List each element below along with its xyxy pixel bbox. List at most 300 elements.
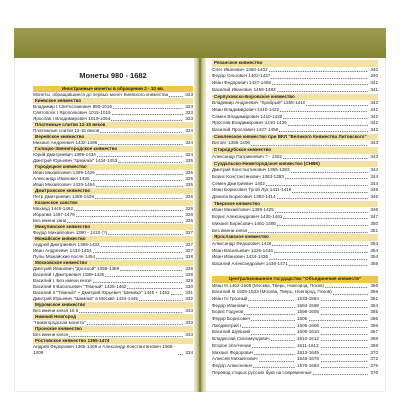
- toc-entry-title: Иван Владимирович 1410-1422: [212, 106, 280, 112]
- toc-entry-title: Федор Иванович: [212, 302, 248, 308]
- toc-entry: [212, 248, 378, 255]
- toc-entry-title: Иван III 1462-1505 (Москва, Тверь, Новгород, Псков): [212, 282, 325, 288]
- dot-leader: [76, 216, 184, 217]
- toc-entry-years: 1606-1610: [297, 329, 319, 335]
- toc-entry-title: Василий II Васильевич "Темный" 1425-1462: [33, 284, 127, 289]
- toc-entry-page: 340: [370, 73, 378, 79]
- dot-leader: [325, 287, 368, 288]
- dot-leader: [111, 120, 183, 121]
- section-header: [212, 276, 378, 283]
- toc-entry-page: 366: [370, 316, 378, 322]
- toc-entry-years: 1605-1606: [297, 322, 319, 328]
- toc-entry-page: 324: [185, 140, 193, 145]
- toc-entry-title: Монеты, обращавшиеся до первых монет Киевского княжества: [33, 92, 169, 97]
- dot-leader: [79, 312, 183, 313]
- toc-entry-title: Иван Андреевич 1432-1454: [33, 248, 92, 253]
- dot-leader: [321, 354, 368, 355]
- toc-entry: [212, 107, 378, 114]
- toc-entry-title: Без имени князя 15 в: [33, 308, 79, 313]
- toc-entry: [212, 154, 378, 161]
- toc-entry-page: 325: [185, 170, 193, 175]
- section-header: [212, 234, 378, 241]
- dot-leader: [113, 108, 183, 109]
- toc-entry-lead: [212, 356, 296, 363]
- toc-entry: [212, 67, 378, 74]
- toc-entry-page: 342: [370, 106, 378, 112]
- toc-entry-page: 367: [370, 329, 378, 335]
- dot-leader: [291, 172, 369, 173]
- dot-leader: [67, 222, 183, 223]
- dot-leader: [321, 334, 368, 335]
- toc-entry-title: Ярослав I Владимирович 1019-1054: [33, 116, 111, 121]
- toc-entry-page: 375: [370, 362, 378, 368]
- dot-leader: [87, 324, 184, 325]
- toc-entry-title: Иван Иванович 1434-1436: [212, 254, 269, 260]
- toc-entry-page: 344: [370, 180, 378, 186]
- toc-entry-lead: [212, 316, 296, 323]
- toc-entry: [212, 370, 378, 377]
- toc-entry-title: Витовт 1395-1406: [212, 140, 250, 146]
- dot-leader: [171, 294, 184, 295]
- dot-leader: [242, 327, 295, 328]
- book-gutter: [194, 58, 206, 392]
- toc-entry-years: 1611-1613: [297, 342, 319, 348]
- left-page: [14, 58, 194, 392]
- dot-leader: [95, 198, 183, 199]
- toc-entry-page: 325: [185, 176, 193, 181]
- toc-entry: [212, 87, 378, 94]
- toc-entry-lead: [212, 363, 296, 370]
- dot-leader: [74, 210, 183, 211]
- toc-entry-title: Михаил Федорович: [212, 349, 254, 355]
- page-title: Монеты 980 - 1682: [79, 71, 147, 80]
- toc-entry-lead: [212, 343, 296, 350]
- dot-leader: [271, 78, 368, 79]
- dot-leader: [69, 336, 183, 337]
- dot-leader: [139, 300, 183, 301]
- toc-entry-title: Семен Владимирович 1410-1426: [212, 113, 283, 119]
- toc-entry: [212, 323, 378, 330]
- toc-entry-page: 343: [370, 140, 378, 146]
- toc-entry: [212, 254, 378, 261]
- toc-entry: [212, 343, 378, 350]
- toc-entry-title: Иван Михайлович 1399-1425: [212, 207, 274, 213]
- toc-entry-title: Дмитрий Константинович 1365-1383: [212, 167, 290, 173]
- toc-entry-title: Владимир Андреевич "Храбрый" 1358-1410: [212, 100, 306, 106]
- dot-leader: [321, 347, 369, 348]
- section-header-label: Ярославское княжество: [214, 234, 269, 240]
- section-header-label: Муромское княжество: [35, 302, 86, 307]
- section-header-label: Микулинское княжество: [35, 224, 91, 229]
- toc-entry-title: Ярослав Владимирович 1410-1426: [212, 120, 287, 126]
- toc-entry: [212, 228, 378, 235]
- toc-entry-page: 330: [185, 284, 193, 289]
- section-header: [212, 60, 378, 67]
- toc-entry-title: Василий III 1505-1533 (Москва, Тверь, Новгород, Псков): [212, 289, 332, 295]
- toc-entry: [212, 167, 378, 174]
- toc-entry-lead: [212, 309, 296, 316]
- section-header-label: Нижний Новгород: [35, 314, 77, 319]
- right-page: [206, 58, 386, 392]
- section-header-label: Галицко-Звенигородское княжество: [35, 146, 118, 151]
- section-header-label: Стародубское княжество: [214, 147, 272, 153]
- toc-entry: [212, 174, 378, 181]
- dot-leader: [178, 354, 184, 355]
- dot-leader: [251, 320, 295, 321]
- toc-entry-title: Федор Борисович: [212, 316, 251, 322]
- dot-leader: [289, 265, 369, 266]
- toc-entry: [212, 363, 378, 370]
- toc-entry-title: Александр Иванович 1425: [33, 176, 90, 181]
- dot-leader: [127, 288, 183, 289]
- toc-entry-page: 326: [185, 206, 193, 211]
- toc-entry-page: 372: [370, 356, 378, 362]
- section-header: [212, 94, 378, 101]
- dot-leader: [93, 282, 184, 283]
- toc-entry-title: Иван Михайлович 1425-1454: [33, 182, 95, 187]
- toc-entry-title: Данила Борисович 1393-1414: [212, 194, 276, 200]
- dot-leader: [254, 354, 295, 355]
- toc-entry-title: Василий I. Без имени князя: [33, 278, 92, 283]
- toc-entry-title: Без имени князя: [212, 227, 248, 233]
- toc-entry-title: Федор Алексеевич: [212, 362, 253, 368]
- toc-entry-title: Михаил Андреевич 1432-1486: [33, 140, 98, 145]
- toc-entry: [212, 207, 378, 214]
- dot-leader: [244, 314, 295, 315]
- toc-entry-page: 327: [185, 242, 193, 247]
- toc-entry-page: 324: [185, 128, 193, 133]
- dot-leader: [333, 294, 369, 295]
- toc-entry-page: 354: [370, 240, 378, 246]
- toc-entry-page: 323: [185, 104, 193, 109]
- dot-leader: [120, 270, 183, 271]
- dot-leader: [266, 185, 368, 186]
- dot-leader: [91, 180, 184, 181]
- dot-leader: [98, 144, 183, 145]
- toc-entry-title: Пулы Можайские после 1454: [33, 254, 96, 259]
- toc-entry: [33, 344, 193, 356]
- toc-entry-page: 359: [370, 289, 378, 295]
- dot-leader: [313, 374, 369, 375]
- toc-entry-page: 364: [370, 302, 378, 308]
- dot-leader: [283, 218, 368, 219]
- toc-entry-years: 1610-1612: [297, 336, 319, 342]
- toc-entry-page: 327: [185, 248, 193, 253]
- toc-entry-page: 347: [370, 214, 378, 220]
- dot-leader: [285, 178, 368, 179]
- toc-entry: [212, 80, 378, 87]
- dot-leader: [288, 125, 369, 126]
- dot-leader: [112, 114, 184, 115]
- toc-entry-title: Платежные слитки 12-15 веков: [33, 128, 100, 133]
- toc-entry-lead: [212, 336, 296, 343]
- toc-entry-page: 376: [370, 369, 378, 375]
- toc-entry-title: Иван Федорович 1427-1456: [212, 80, 271, 86]
- section-header-label: Верейское княжество: [35, 134, 85, 139]
- toc-entry-page: 328: [185, 266, 193, 271]
- dot-leader: [96, 186, 184, 187]
- toc-entry: [212, 336, 378, 343]
- section-header-label: Иностранные монеты в обращении 2 - 10 вв.: [61, 86, 165, 91]
- toc-entry-lead: [212, 323, 296, 330]
- toc-entry-years: 1533-1584: [297, 295, 319, 301]
- toc-entry-page: 341: [370, 86, 378, 92]
- toc-entry-title: Василий I Дмитриевич 1389-1425: [33, 272, 105, 277]
- toc-entry-page: 325: [185, 158, 193, 163]
- toc-entry-title: Василий II "Темный" + Дмитрий Юрьевич "Шемяка" 1446 + 1453: [33, 290, 170, 295]
- toc-entry-page: 350: [370, 220, 378, 226]
- dot-leader: [97, 156, 183, 157]
- toc-entry-title: Иван Михайлович 1399-1425: [33, 170, 95, 175]
- toc-right-column: [212, 60, 378, 376]
- toc-entry-page: 368: [370, 336, 378, 342]
- section-header-label: Централизованное государство "Объединение княжеств": [228, 275, 362, 281]
- toc-entry-title: Владислав Сигизмундович: [212, 336, 270, 342]
- section-header: [212, 147, 378, 154]
- toc-entry-page: 361: [370, 295, 378, 301]
- toc-entry-years: 1584-1598: [297, 302, 319, 308]
- toc-entry-page: 342: [370, 127, 378, 133]
- toc-entry: [212, 261, 378, 268]
- toc-entry-page: 346: [370, 207, 378, 213]
- toc-entry-page: 344: [370, 173, 378, 179]
- toc-entry: [212, 140, 378, 147]
- toc-entry-page: 324: [185, 152, 193, 157]
- toc-entry-page: 355: [370, 261, 378, 267]
- toc-entry-years: 1605: [297, 316, 308, 322]
- toc-entry: [212, 120, 378, 127]
- toc-entry-title: Махмуд 1445-1462: [33, 206, 74, 211]
- toc-entry-page: 326: [185, 218, 193, 223]
- toc-entry-page: 328: [185, 254, 193, 259]
- toc-entry: [212, 289, 378, 296]
- toc-entry-years: 1645-1676: [297, 356, 319, 362]
- toc-entry-title: Лжедмитрий I: [212, 322, 242, 328]
- dot-leader: [272, 84, 368, 85]
- toc-entry: [212, 316, 378, 323]
- dot-leader: [251, 145, 368, 146]
- dot-leader: [321, 367, 368, 368]
- section-header-label: Рязанское княжество: [214, 60, 263, 65]
- toc-entry: [212, 296, 378, 303]
- toc-entry-page: 343: [370, 153, 378, 159]
- section-header-label: Дмитровское княжество: [35, 188, 91, 193]
- toc-entry-title: Дмитрий Иванович "Донской" 1359-1389: [33, 266, 120, 271]
- toc-entry-page: 323: [185, 110, 193, 115]
- toc-entry-page: 356: [370, 282, 378, 288]
- toc-entry-page: 369: [370, 342, 378, 348]
- toc-entry-title: "Нижегородская монета": [33, 320, 86, 325]
- toc-entry: [212, 309, 378, 316]
- toc-entry-title: Второе ополчение: [212, 342, 252, 348]
- section-header: [212, 134, 378, 141]
- section-header-label: Можайское княжество: [35, 236, 86, 241]
- toc-entry-title: Федор Михайлович 1390 - 1410 (?): [33, 230, 108, 235]
- dot-leader: [269, 259, 368, 260]
- section-header-label: Городецкое княжество: [35, 164, 87, 169]
- toc-entry-title: Без имени хана: [33, 218, 67, 223]
- toc-entry-page: 341: [370, 80, 378, 86]
- dot-leader: [306, 105, 368, 106]
- dot-leader: [292, 192, 368, 193]
- dot-leader: [101, 246, 184, 247]
- toc-entry-page: 366: [370, 322, 378, 328]
- section-header-label: Московское княжество: [35, 260, 88, 265]
- dot-leader: [96, 174, 184, 175]
- dot-leader: [321, 307, 368, 308]
- toc-entry-page: 365: [370, 309, 378, 315]
- toc-entry-page: 333: [185, 308, 193, 313]
- toc-entry: [212, 356, 378, 363]
- toc-entry: [212, 114, 378, 121]
- toc-entry-page: 354: [370, 254, 378, 260]
- toc-left-column: [33, 86, 193, 356]
- toc-entry: [212, 73, 378, 80]
- toc-entry-title: Михаил Борисович 1461-1485: [212, 220, 276, 226]
- toc-entry-lead: [212, 303, 296, 310]
- toc-entry-title: Олег Иванович 1350-1402: [212, 66, 268, 72]
- toc-entry-page: 345: [370, 187, 378, 193]
- toc-entry: [212, 283, 378, 290]
- dot-leader: [277, 91, 369, 92]
- toc-entry: [212, 241, 378, 248]
- section-header-label: Тверское княжество: [214, 200, 261, 206]
- toc-entry: [212, 221, 378, 228]
- dot-leader: [280, 111, 368, 112]
- dot-leader: [321, 340, 368, 341]
- toc-entry-title: Ибрагим 1467-1479: [33, 212, 75, 217]
- toc-entry-title: Андрей Федорович 1365-1409 и Александр Константинович 1365-1409: [33, 344, 174, 355]
- toc-entry-lead: [212, 296, 296, 303]
- dot-leader: [252, 347, 295, 348]
- toc-entry-title: Александр Патрикеевич ? - 1402: [212, 153, 282, 159]
- toc-entry: [212, 127, 378, 134]
- toc-entry-page: 351: [370, 227, 378, 233]
- dot-leader: [275, 212, 369, 213]
- toc-entry-title: Иван Борисович Тугой Лук 1411-1418: [212, 187, 292, 193]
- dot-leader: [321, 300, 368, 301]
- toc-entry-page: 354: [370, 247, 378, 253]
- toc-entry: [212, 100, 378, 107]
- toc-entry-page: 326: [185, 212, 193, 217]
- toc-entry-page: 323: [185, 92, 193, 97]
- toc-entry-page: 332: [185, 296, 193, 301]
- dot-leader: [251, 334, 295, 335]
- section-header-label: Серпуховско-Боровское княжество: [214, 93, 295, 99]
- dot-leader: [169, 96, 183, 97]
- toc-entry-years: 1598-1605: [297, 309, 319, 315]
- toc-entry: [212, 194, 378, 201]
- section-header-label: Казанское ханство: [35, 200, 78, 205]
- toc-entry-page: 325: [185, 182, 193, 187]
- toc-entry-page: 342: [370, 100, 378, 106]
- toc-entry-title: Борис Годунов: [212, 309, 244, 315]
- dot-leader: [93, 252, 184, 253]
- dot-leader: [105, 276, 183, 277]
- toc-entry: [212, 303, 378, 310]
- toc-entry-page: 342: [370, 120, 378, 126]
- toc-entry-title: Владимир I Святославович 980-1015: [33, 104, 113, 109]
- toc-entry-title: Борис Константинович 1383-1393: [212, 173, 284, 179]
- toc-entry-title: Петр Дмитриевич 1389-1428: [33, 194, 94, 199]
- dot-leader: [283, 158, 368, 159]
- dot-leader: [309, 320, 368, 321]
- dot-leader: [277, 225, 368, 226]
- toc-entry-page: 345: [370, 194, 378, 200]
- toc-entry-title: Иван IV Грозный: [212, 295, 248, 301]
- toc-entry-page: 370: [370, 349, 378, 355]
- toc-entry-title: Дмитрий Юрьевич "Шемяка" 1434-1453: [33, 158, 118, 163]
- dot-leader: [271, 340, 295, 341]
- toc-entry-page: 333: [185, 332, 193, 337]
- toc-entry-page: 326: [185, 194, 193, 199]
- dot-leader: [248, 232, 368, 233]
- toc-entry-title: Александр Федорович 1426: [212, 240, 272, 246]
- dot-leader: [279, 131, 368, 132]
- toc-entry-page: 333: [185, 320, 193, 325]
- dot-leader: [249, 307, 295, 308]
- dot-leader: [283, 118, 368, 119]
- toc-entry-page: 342: [370, 113, 378, 119]
- toc-entry-page: 327: [185, 230, 193, 235]
- dot-leader: [248, 300, 295, 301]
- toc-entry-page: 328: [185, 272, 193, 277]
- toc-entry-title: Борис Александрович 1425-1461: [212, 214, 283, 220]
- dot-leader: [96, 258, 183, 259]
- dot-leader: [274, 252, 369, 253]
- section-header-label: Пронское княжество: [35, 326, 82, 331]
- toc-entry-title: Иван Васильевич 1426-1434: [212, 247, 273, 253]
- top-banner: [14, 28, 386, 58]
- dot-leader: [118, 162, 183, 163]
- toc-entry: [212, 329, 378, 336]
- toc-entry-lead: [212, 329, 296, 336]
- toc-entry-years: 1676-1682: [297, 362, 319, 368]
- toc-entry-page: 331: [185, 290, 193, 295]
- dot-leader: [272, 245, 368, 246]
- dot-leader: [259, 361, 295, 362]
- toc-entry-title: Василий Александрович 1436-1471: [212, 261, 288, 267]
- section-header-label: Суздальско-Нижегородское княжество (СНВК): [214, 160, 320, 166]
- dot-leader: [253, 367, 295, 368]
- toc-entry-title: Василий Иванович 1456-1483: [212, 86, 276, 92]
- section-header-label: Киевское княжество: [35, 98, 82, 103]
- dot-leader: [321, 314, 368, 315]
- toc-entry: [212, 187, 378, 194]
- toc-entry-title: Без имени князя: [33, 332, 69, 337]
- section-header-label: Смоленское княжество при ВКЛ "Великого Княжества Литовского": [214, 133, 367, 139]
- toc-entry-title: Андрей Дмитриевич 1389-1432: [33, 242, 100, 247]
- section-header-label: Платежные слитки 12-15 веков: [35, 122, 106, 127]
- toc-entry-page: 334: [185, 350, 193, 355]
- toc-entry-title: Василий Ярославич 1427-1456: [212, 127, 279, 133]
- toc-entry-title: Святополк I Ярополкович 1015-1019: [33, 110, 111, 115]
- toc-entry-lead: [212, 350, 296, 357]
- toc-entry-page: 344: [370, 167, 378, 173]
- toc-entry-title: Перевод старых русских букв на современные: [212, 369, 312, 375]
- dot-leader: [100, 132, 183, 133]
- toc-entry: [212, 214, 378, 221]
- dot-leader: [108, 234, 183, 235]
- toc-entry-page: 329: [185, 278, 193, 283]
- dot-leader: [277, 198, 369, 199]
- toc-entry: [212, 181, 378, 188]
- toc-entry-page: 340: [370, 66, 378, 72]
- section-header: [212, 201, 378, 208]
- toc-entry: [212, 350, 378, 357]
- dot-leader: [321, 327, 368, 328]
- dot-leader: [321, 361, 368, 362]
